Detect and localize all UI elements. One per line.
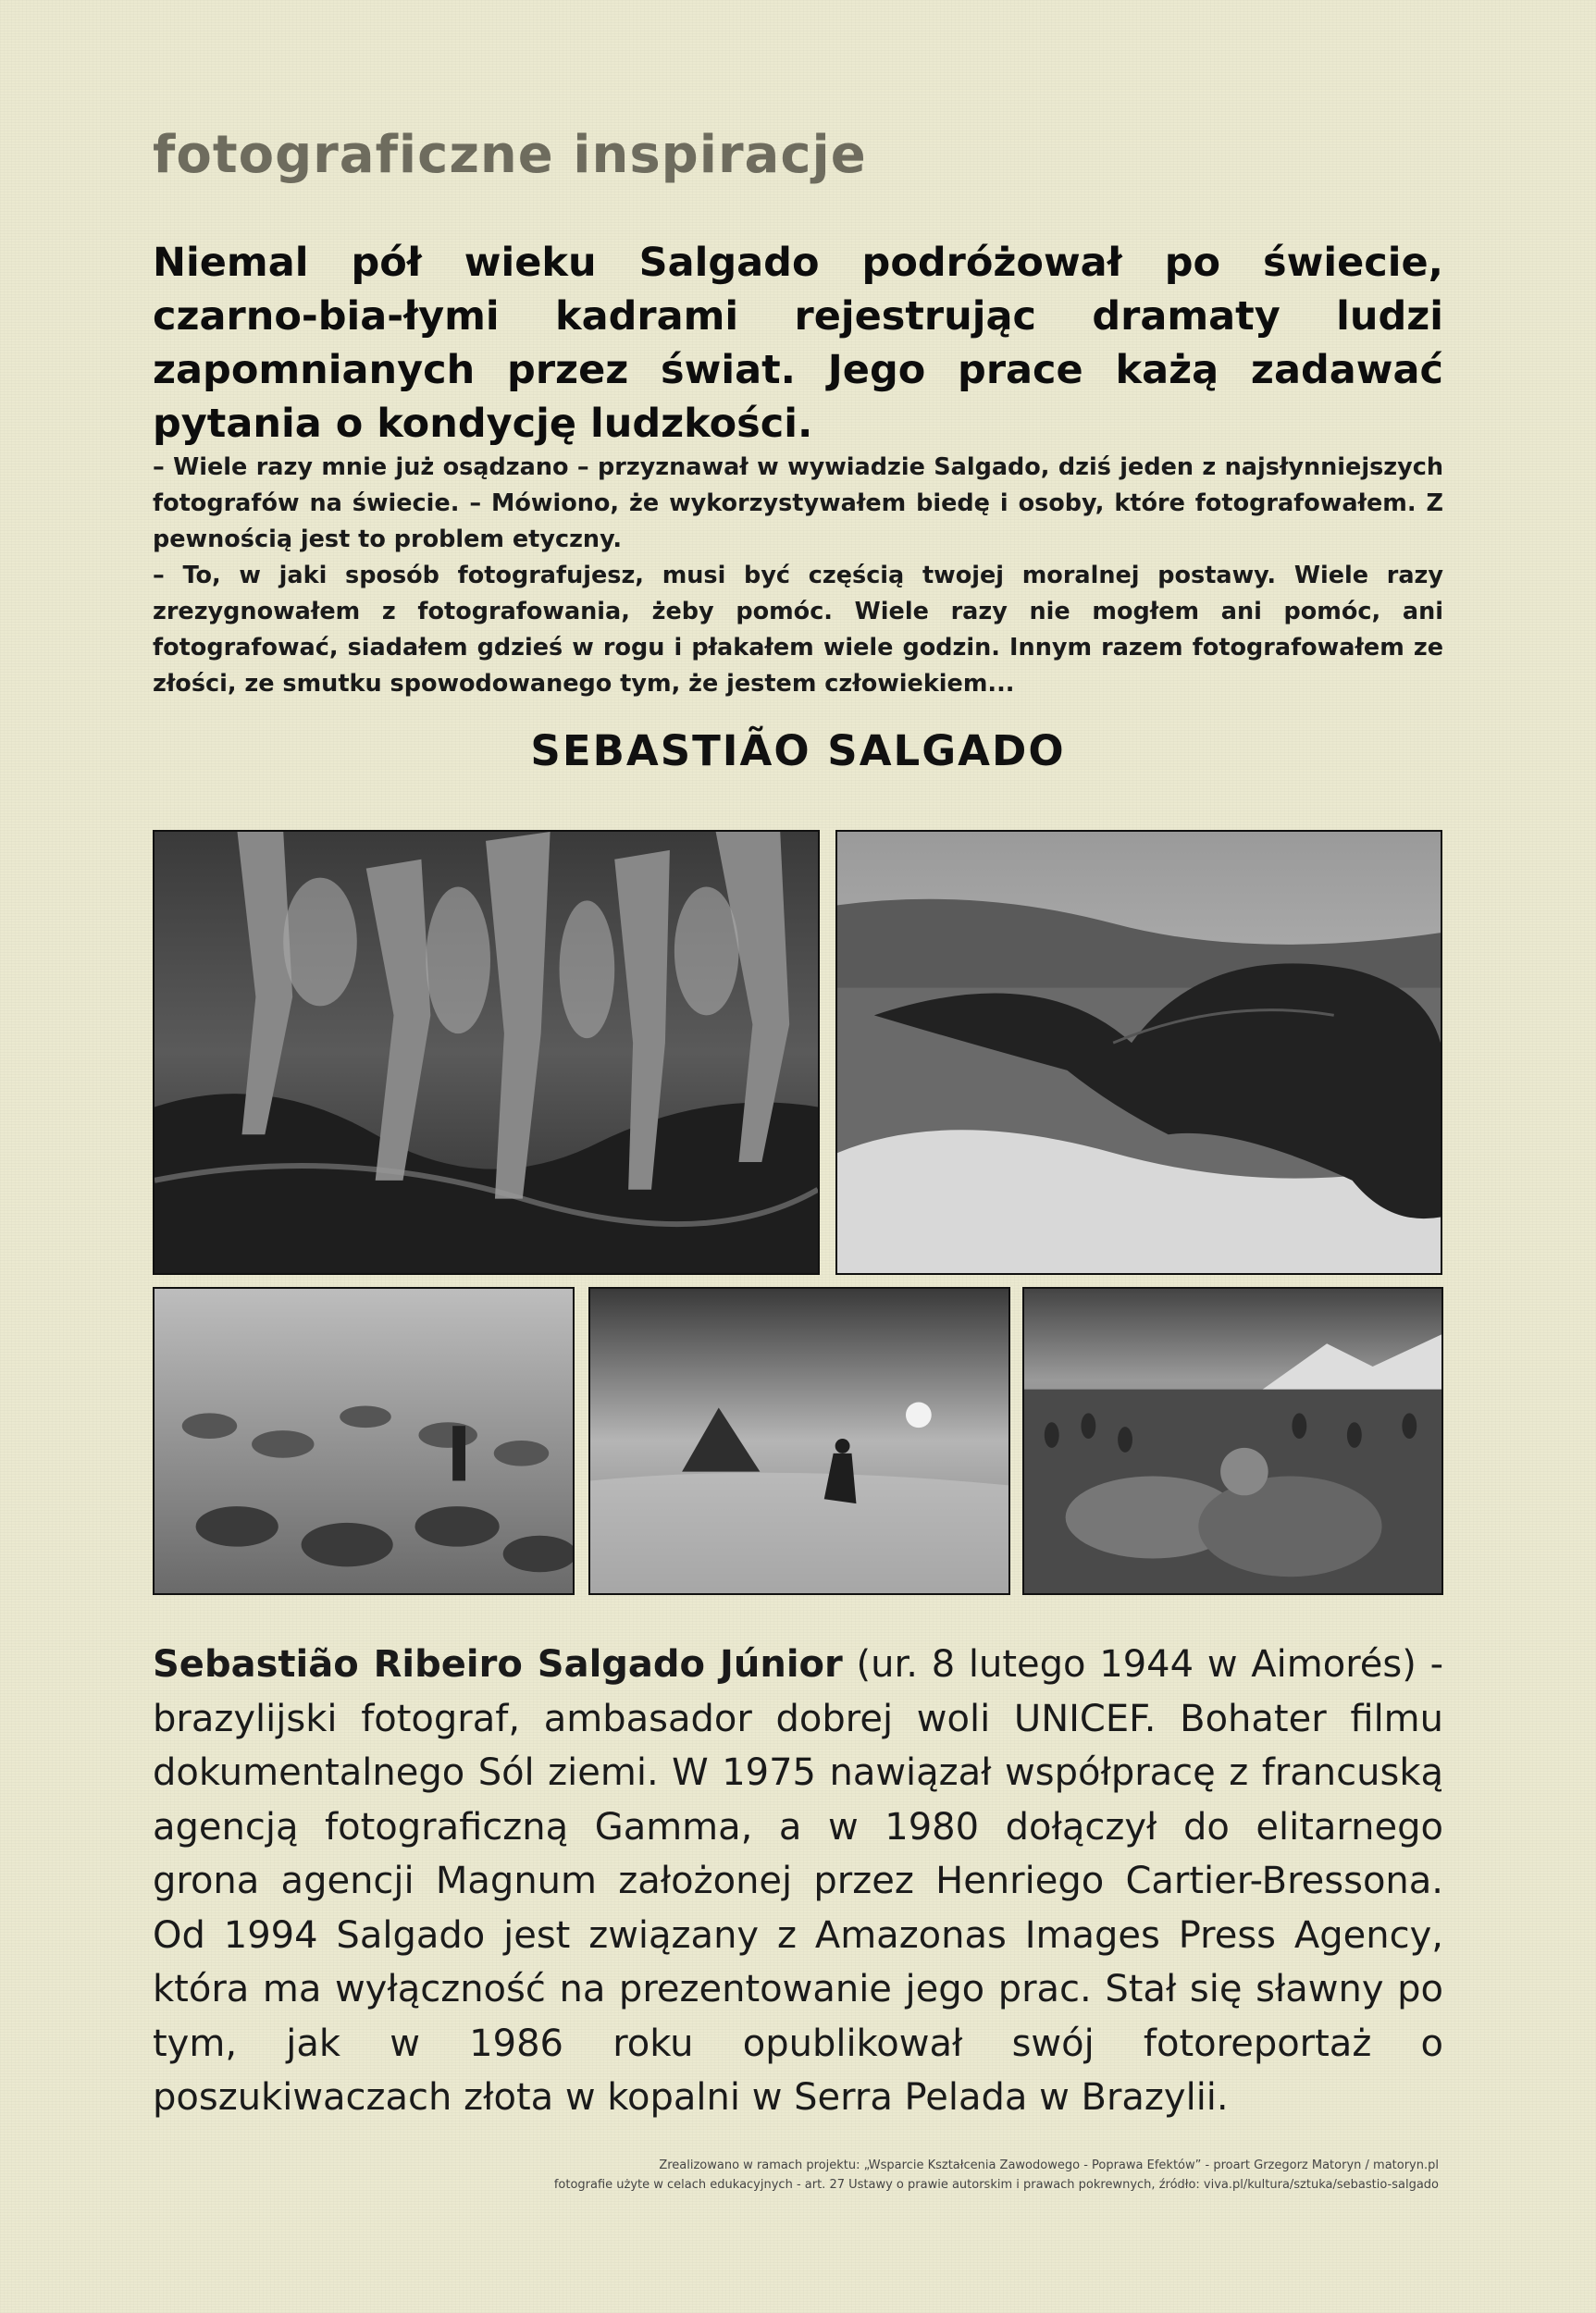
credits-line-2: fotografie użyte w celach edukacyjnych - art. 27 Ustawy o prawie autorskim i prawach pokrewnych, źródło: viva.pl/kultura/sztuka/sebastio-salgado <box>553 2178 1439 2192</box>
photo-gold-miners <box>153 830 820 1275</box>
biography-paragraph <box>153 1638 1443 2125</box>
gold-miners-image <box>155 832 818 1273</box>
section-title: fotograficzne inspiracje <box>153 125 867 185</box>
cattle-camp-image <box>155 1289 573 1593</box>
photo-tundra-tent <box>588 1287 1010 1595</box>
credits-line-1: Zrealizowano w ramach projektu: „Wsparcie Kształcenia Zawodowego - Poprawa Efektów” - proart Grzegorz Matoryn / matoryn.pl <box>659 2158 1439 2172</box>
whale-tail-image <box>837 832 1441 1273</box>
lead-paragraph: Niemal pół wieku Salgado podróżował po świecie, czarno-bia-łymi kadrami rejestrując dramaty ludzi zapomnianych przez świat. Jego prace każą zadawać pytania o kondycję ludzkości. <box>153 240 1443 447</box>
biography-text: (ur. 8 lutego 1944 w Aimorés) - brazylijski fotograf, ambasador dobrej woli UNICEF. Bohater filmu dokumentalnego Sól ziemi. W 1975 nawiązał współpracę z francuską agencją fotograficzną Gamma, a w 1980 dołączył do elitarnego grona agencji Magnum założonej przez Henriego Cartier-Bressona. Od 1994 Salgado jest związany z Amazonas Images Press Agency, która ma wyłączność na prezentowanie jego prac. Stał się sławny po tym, jak w 1986 roku opublikował swój fotoreportaż o poszukiwaczach złota w kopalni w Serra Pelada w Brazylii. <box>153 1643 1444 2119</box>
artist-name-heading: SEBASTIÃO SALGADO <box>530 726 1066 775</box>
quote-paragraph-1: – Wiele razy mnie już osądzano – przyznawał w wywiadzie Salgado, dziś jeden z najsłynniejszych fotografów na świecie. – Mówiono, że wykorzystywałem biedę i osoby, które fotografowałem. Z pewnością jest to problem etyczny. <box>153 453 1443 553</box>
photo-seals-penguins <box>1022 1287 1443 1595</box>
photo-whale-tail <box>835 830 1442 1275</box>
biography-name: Sebastião Ribeiro Salgado Júnior <box>153 1643 843 1686</box>
tundra-tent-image <box>590 1289 1008 1593</box>
quote-paragraph-2: – To, w jaki sposób fotografujesz, musi być częścią twojej moralnej postawy. Wiele razy zrezygnowałem z fotografowania, żeby pomóc. Wiele razy nie mogłem ani pomóc, ani fotografować, siadałem gdzieś w rogu i płakałem wiele godzin. Innym razem fotografowałem ze złości, ze smutku spowodowanego tym, że jestem człowiekiem... <box>153 562 1443 698</box>
photo-cattle-camp <box>153 1287 575 1595</box>
credits-footer <box>421 2156 1439 2195</box>
seals-penguins-image <box>1024 1289 1441 1593</box>
interview-quote <box>153 450 1443 702</box>
